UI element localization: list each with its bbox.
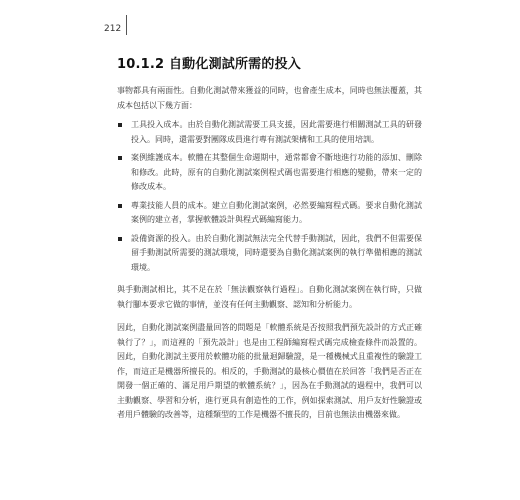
- cost-list: [117, 118, 422, 275]
- list-item: [131, 118, 422, 147]
- list-item: [131, 232, 422, 276]
- list-item-text: 工具投入成本。由於自動化測試需要工具支援，因此需要進行相關測試工具的研發投入。同時，還需要對團隊成員進行專有測試架構和工具的使用培訓。: [131, 120, 422, 144]
- square-bullet-icon: [118, 204, 122, 208]
- square-bullet-icon: [118, 237, 122, 241]
- page-number-divider: [126, 15, 127, 35]
- intro-paragraph: 事物都具有兩面性。自動化測試帶來獲益的同時，也會產生成本，同時也無法覆蓋，其成本包括以下幾方面：: [117, 86, 422, 110]
- section-heading: 10.1.2 自動化測試所需的投入: [117, 57, 301, 72]
- page-number: 212: [104, 24, 122, 34]
- conclusion-paragraph: 因此，自動化測試案例盡量回答的問題是「軟體系統是否按照我們預先設計的方式正確執行了？」，而這裡的「預先設計」也是由工程師編寫程式碼完成檢查條件而設置的。因此，自動化測試主要用於軟體功能的批量迴歸驗證，是一種機械式且重複性的驗證工作，而這正是機器所擅長的。相反的，手動測試的最核心價值在於回答「我們是否正在開發一個正確的、滿足用戶期望的軟體系統？」，因為在手動測試的過程中，我們可以主動觀察、學習和分析，進行更具有創造性的工作，例如探索測試、用戶友好性驗證或者用戶體驗的改善等，這種類型的工作是機器不擅長的，目前也無法由機器來做。: [117, 323, 422, 419]
- list-item-text: 設備資源的投入。由於自動化測試無法完全代替手動測試，因此，我們不但需要保留手動測試所需要的測試環境，同時還要為自動化測試案例的執行準備相應的測試環境。: [131, 233, 422, 272]
- comparison-paragraph: 與手動測試相比，其不足在於「無法觀察執行過程」。自動化測試案例在執行時，只做執行腳本要求它做的事情，並沒有任何主動觀察、認知和分析能力。: [117, 285, 422, 309]
- list-item: [131, 151, 422, 195]
- body-text: [117, 84, 422, 423]
- square-bullet-icon: [118, 156, 122, 160]
- list-item: [131, 199, 422, 228]
- square-bullet-icon: [118, 123, 122, 127]
- list-item-text: 專業技能人員的成本。建立自動化測試案例，必然要編寫程式碼。要求自動化測試案例的建立者，掌握軟體設計與程式碼編寫能力。: [131, 200, 422, 224]
- list-item-text: 案例維護成本。軟體在其整個生命週期中，通常都會不斷地進行功能的添加、刪除和修改。此時，原有的自動化測試案例程式碼也需要進行相應的變動，帶來一定的修改成本。: [131, 153, 422, 191]
